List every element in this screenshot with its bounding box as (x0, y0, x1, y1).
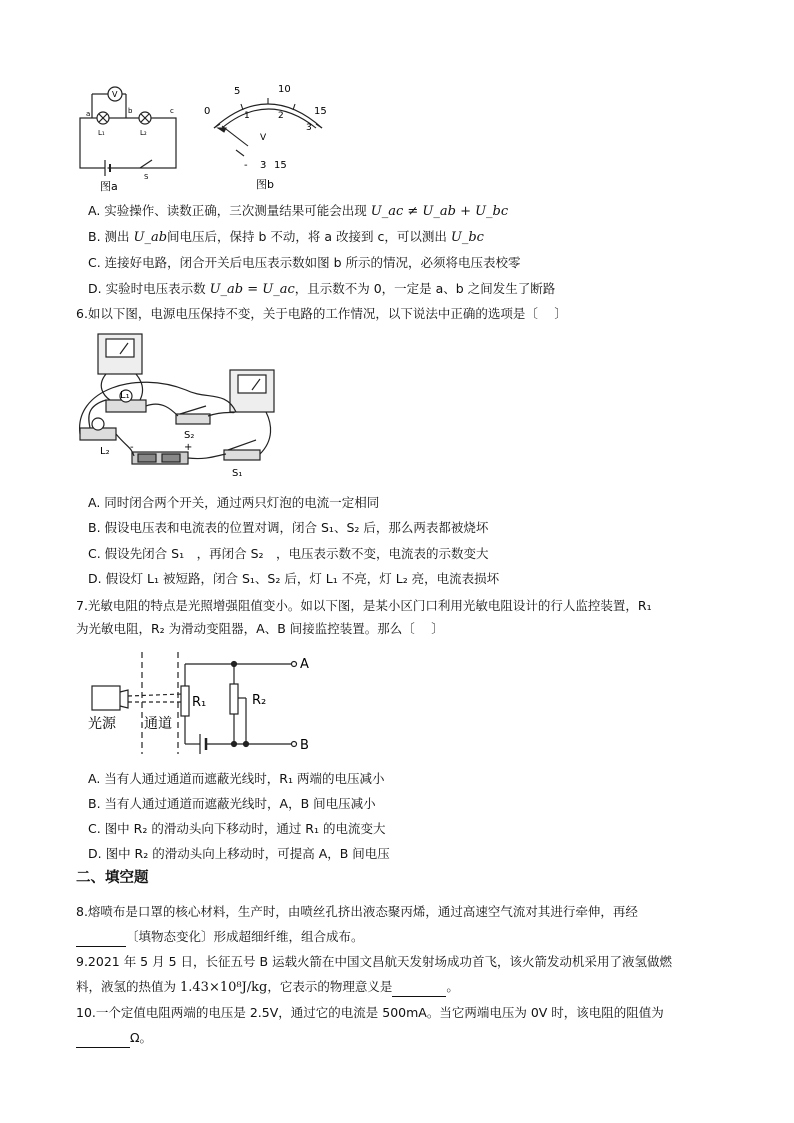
q7-option-a: A. 当有人通过通道而遮蔽光线时，R₁ 两端的电压减小 (88, 771, 385, 786)
q5-option-b-math2: U_bc (450, 230, 484, 245)
q5-option-d-text1: D. 实验时电压表示数 (88, 281, 206, 296)
q7-fig-r2: R₂ (252, 693, 267, 708)
figure-b-voltmeter (200, 80, 340, 192)
q6-option-d: D. 假设灯 L₁ 被短路，闭合 S₁、S₂ 后，灯 L₁ 不亮，灯 L₂ 亮，电流表损坏 (88, 571, 500, 586)
fig-b-caption: 图b (256, 178, 274, 191)
q5-option-d-math: U_ab = U_ac (209, 282, 295, 297)
q10-line1: 10.一个定值电阻两端的电压是 2.5V，通过它的电流是 500mA。当它两端电压为 0V 时，该电阻的阻值为 (76, 1005, 664, 1020)
fig-b-inner-1: 1 (244, 111, 250, 121)
q6-fig-neg: - (130, 442, 134, 453)
figure-q7-circuit (86, 650, 326, 762)
q5-option-b-text2: 间电压后，保持 b 不动，将 a 改接到 c，可以测出 (167, 229, 447, 244)
q9-line2-text2: ，它表示的物理意义是 (267, 979, 393, 994)
fig-a-caption: 图a (100, 180, 118, 192)
fig-b-tick-5: 5 (234, 86, 241, 97)
q8-answer-blank[interactable] (76, 928, 126, 947)
q5-option-d (88, 280, 555, 299)
figure-a-circuit (70, 80, 190, 192)
q5-option-c: C. 连接好电路，闭合开关后电压表示数如图 b 所示的情况，必须将电压表校零 (88, 255, 521, 270)
q10-line2-text: Ω。 (130, 1030, 153, 1045)
q6-fig-l1: L₁ (120, 390, 130, 401)
fig-b-tick-10: 10 (278, 84, 291, 95)
fig-a-point-a: a (86, 110, 91, 118)
q7-stem-line1: 7.光敏电阻的特点是光照增强阻值变小。如以下图，是某小区门口利用光敏电阻设计的行人监控装置，R₁ (76, 598, 652, 613)
q5-option-a (88, 202, 508, 221)
q7-option-b: B. 当有人通过通道而遮蔽光线时，A，B 间电压减小 (88, 796, 376, 811)
q9-answer-blank[interactable] (392, 978, 446, 997)
q7-option-d: D. 图中 R₂ 的滑动头向上移动时，可提高 A，B 间电压 (88, 846, 390, 861)
q7-fig-light-source: 光源 (88, 716, 116, 732)
q7-fig-channel: 通道 (144, 716, 172, 732)
fig-a-meter-label: V (112, 90, 118, 99)
q5-option-b (88, 228, 484, 247)
q9-line2-end: 。 (446, 979, 459, 994)
q5-option-d-text2: ，且示数不为 0，一定是 a、b 之间发生了断路 (294, 281, 556, 296)
q5-option-a-text: A. 实验操作、读数正确，三次测量结果可能会出现 (88, 203, 367, 218)
q10-line2 (76, 1029, 152, 1048)
q5-option-b-math1: U_ab (133, 230, 168, 245)
q9-line2-text1: 料，液氢的热值为 (76, 979, 177, 994)
q5-option-b-text1: B. 测出 (88, 229, 130, 244)
fig-a-lamp2: L₂ (140, 129, 147, 137)
q5-option-a-math: U_ac ≠ U_ab + U_bc (370, 204, 509, 219)
fig-b-terminal-15: 15 (274, 160, 287, 171)
q6-fig-s2: S₂ (184, 430, 195, 441)
q9-line2 (76, 978, 459, 997)
fig-b-terminal-neg: - (244, 160, 248, 171)
q6-option-b: B. 假设电压表和电流表的位置对调，闭合 S₁、S₂ 后，那么两表都被烧坏 (88, 520, 489, 535)
q6-stem: 6.如以下图，电源电压保持不变，关于电路的工作情况，以下说法中正确的选项是〔 〕 (76, 306, 567, 321)
fig-b-inner-3: 3 (306, 123, 312, 133)
q8-line2 (76, 928, 364, 947)
q7-fig-r1: R₁ (192, 695, 207, 710)
q7-fig-b: B (300, 738, 309, 753)
q6-fig-l2: L₂ (100, 446, 110, 457)
q6-option-c: C. 假设先闭合 S₁ ，再闭合 S₂ ，电压表示数不变，电流表的示数变大 (88, 546, 489, 561)
q7-option-c: C. 图中 R₂ 的滑动头向下移动时，通过 R₁ 的电流变大 (88, 821, 386, 836)
figure-q6-circuit (76, 330, 286, 482)
fig-b-inner-2: 2 (278, 111, 284, 121)
fig-a-point-c: c (170, 107, 174, 115)
fig-a-point-b: b (128, 107, 133, 115)
q6-fig-s1: S₁ (232, 468, 243, 479)
fig-b-tick-0: 0 (204, 106, 211, 117)
q9-heat-value: 1.43×10⁸J/kg (180, 980, 268, 995)
q9-line1: 9.2021 年 5 月 5 日，长征五号 B 运载火箭在中国文昌航天发射场成功首飞，该火箭发动机采用了液氢做燃 (76, 954, 673, 969)
fig-a-lamp1: L₁ (98, 129, 105, 137)
fig-b-meter-label: V (260, 133, 267, 143)
q7-stem-line2: 为光敏电阻，R₂ 为滑动变阻器，A、B 间接监控装置。那么〔 〕 (76, 621, 444, 636)
q6-option-a: A. 同时闭合两个开关，通过两只灯泡的电流一定相同 (88, 495, 380, 510)
q8-line2-text: 〔填物态变化〕形成超细纤维，组合成布。 (126, 929, 364, 944)
q6-fig-pos: + (184, 442, 193, 453)
q8-line1: 8.熔喷布是口罩的核心材料，生产时，由喷丝孔挤出液态聚丙烯，通过高速空气流对其进行牵伸，再经 (76, 904, 638, 919)
fig-a-switch: S (144, 173, 149, 181)
section-fill-in-heading: 二、填空题 (76, 870, 149, 886)
fig-b-terminal-3: 3 (260, 160, 267, 171)
q7-fig-a: A (300, 657, 309, 672)
fig-b-tick-15: 15 (314, 106, 327, 117)
q10-answer-blank[interactable] (76, 1029, 130, 1048)
